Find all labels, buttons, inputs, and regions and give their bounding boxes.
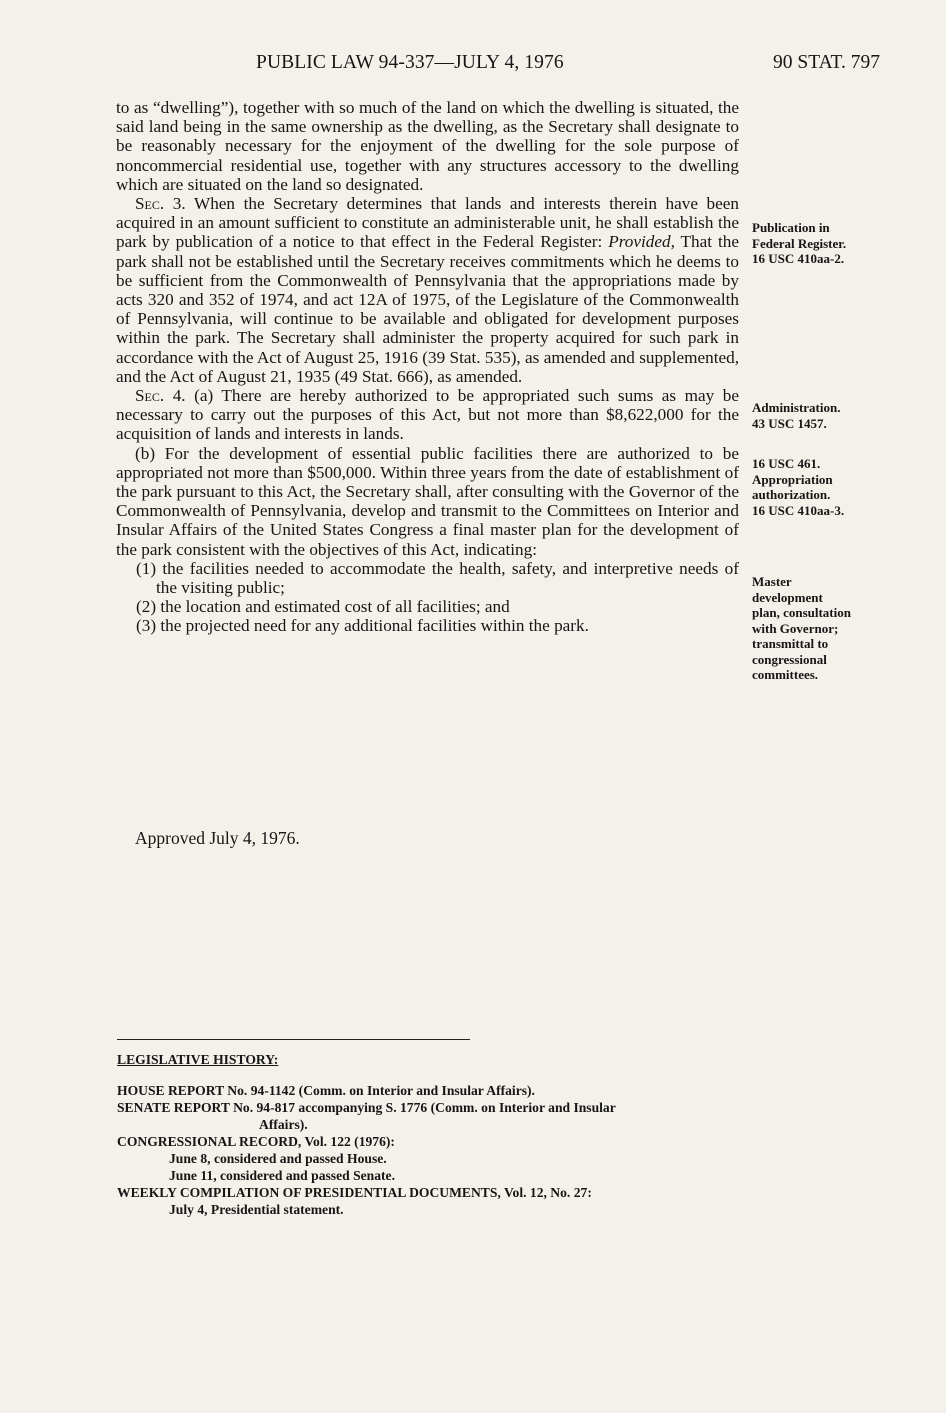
approval-date: Approved July 4, 1976.: [135, 828, 300, 848]
history-line: June 8, considered and passed House.: [169, 1151, 387, 1166]
history-heading: LEGISLATIVE HISTORY:: [117, 1052, 279, 1067]
statute-page-number: 90 STAT. 797: [773, 52, 880, 73]
margin-note-appropriation: 16 USC 461. Appropriation authorization. 16 USC 410aa-3.: [752, 456, 845, 518]
dwelling-paragraph: to as “dwelling”), together with so much of the land on which the dwelling is situated, the said land being in the same ownership as the dwelling, as the Secretary shall designate to be reasonably necessary for the enjoyment of the dwelling for the sole purpose of noncommercial residential use, together with any structures accessory to the dwelling which are situated on the land so designated.: [116, 98, 739, 194]
legislative-history: [117, 1051, 747, 1218]
page-title: PUBLIC LAW 94-337—JULY 4, 1976: [256, 52, 564, 73]
margin-note-publication: Publication in Federal Register. 16 USC 410aa-2.: [752, 220, 847, 266]
margin-note-administration: Administration. 43 USC 1457.: [752, 400, 841, 431]
section-3-text-b: That the park shall not be established until the Secretary receives commitments which he deems to be sufficient from the Commonwealth of Pennsylvania that the appropriations made by acts 320 and 352 of 1974, and act 12A of 1975, of the Legislature of the Commonwealth of Pennsylvania, will continue to be available and obligated for development purposes within the park. The Secretary shall administer the property acquired for such park in accordance with the Act of August 25, 1916 (39 Stat. 535), as amended and supplemented, and the Act of August 21, 1935 (49 Stat. 666), as amended.: [116, 232, 739, 386]
history-line: July 4, Presidential statement.: [169, 1202, 344, 1217]
page-header: [0, 52, 946, 80]
subsection-b-paragraph: (b) For the development of essential public facilities there are authorized to be appropriated not more than $500,000. Within three years from the date of establishment of the park pursuant to this Act, the Secretary shall, after consulting with the Governor of the Commonwealth of Pennsylvania, develop and transmit to the Committees on Interior and Insular Affairs of the United States Congress a final master plan for the development of the park consistent with the objectives of this Act, indicating:: [116, 443, 739, 559]
section-4-paragraph: [116, 386, 739, 444]
history-line: CONGRESSIONAL RECORD, Vol. 122 (1976):: [117, 1134, 395, 1149]
section-4-text: (a) There are hereby authorized to be appropriated such sums as may be necessary to carry out the purposes of this Act, but not more than $8,622,000 for the acquisition of lands and interests in lands.: [116, 386, 739, 444]
history-line: Affairs).: [259, 1117, 308, 1132]
history-line: WEEKLY COMPILATION OF PRESIDENTIAL DOCUMENTS, Vol. 12, No. 27:: [117, 1185, 592, 1200]
history-line: June 11, considered and passed Senate.: [169, 1168, 395, 1183]
list-item-2: (2) the location and estimated cost of all facilities; and: [136, 597, 510, 617]
section-3-text-a: When the Secretary determines that lands and interests therein have been acquired in an amount sufficient to constitute an administerable unit, he shall establish the park by publication of a notice to that effect in the Federal Register:: [116, 194, 739, 252]
list-item-1: (1) the facilities needed to accommodate the health, safety, and interpretive needs of the visiting public;: [136, 558, 739, 598]
section-4-label: Sec. 4.: [135, 386, 186, 406]
list-item-3: (3) the projected need for any additional facilities within the park.: [136, 616, 589, 636]
history-divider: [117, 1039, 470, 1040]
history-line: SENATE REPORT No. 94-817 accompanying S. 1776 (Comm. on Interior and Insular: [117, 1100, 616, 1115]
section-3-paragraph: [116, 194, 739, 386]
law-body-text: [116, 98, 739, 636]
margin-note-master-plan: Master development plan, consultation with Governor; transmittal to congressional committees.: [752, 574, 851, 682]
history-line: HOUSE REPORT No. 94-1142 (Comm. on Interior and Insular Affairs).: [117, 1083, 535, 1098]
section-3-label: Sec. 3.: [135, 194, 186, 214]
provided-clause: Provided,: [608, 232, 675, 252]
